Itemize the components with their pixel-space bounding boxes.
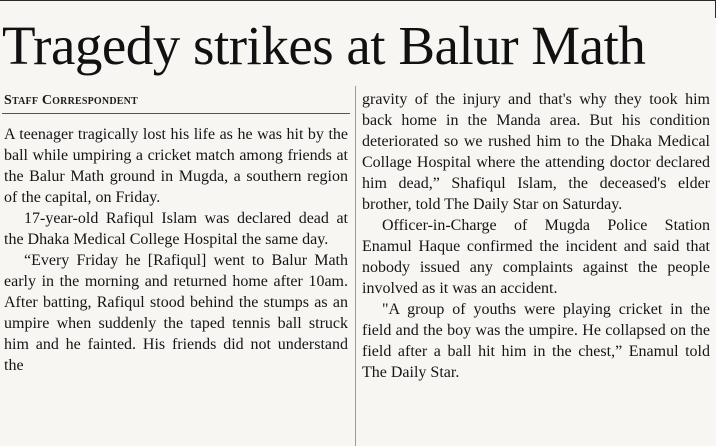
article-column-left: [4, 124, 348, 376]
top-rule: [0, 0, 716, 1]
headline: Tragedy strikes at Balur Math: [2, 15, 646, 76]
paragraph: A teenager tragically lost his life as he was hit by the ball while umpiring a cricket match among friends at the Balur Math ground in Mugda, a southern region of the capital, on Friday.: [4, 126, 348, 206]
column-divider: [355, 86, 356, 446]
paragraph: gravity of the injury and that's why they took him back home in the Manda area. But his condition deteriorated so we rushed him to the Dhaka Medical Collage Hospital where the attending doctor declared him dead,” Shafiqul Islam, the deceased's elder brother, told The Daily Star on Saturday.: [362, 91, 710, 213]
article-column-right: [362, 89, 710, 383]
paragraph: "A group of youths were playing cricket in the field and the boy was the umpire. He collapsed on the field after a ball hit him in the chest,” Enamul told The Daily Star.: [362, 301, 710, 381]
paragraph: Officer-in-Charge of Mugda Police Station Enamul Haque confirmed the incident and said that nobody issued any complaints against the people involved as it was an accident.: [362, 217, 710, 297]
byline: Staff Correspondent: [4, 93, 138, 108]
paragraph: “Every Friday he [Rafiqul] went to Balur Math early in the morning and returned home after 10am. After batting, Rafiqul stood behind the stumps as an umpire when suddenly the taped tennis ball struck him and he fainted. His friends did not understand the: [4, 252, 348, 374]
paragraph: 17-year-old Rafiqul Islam was declared dead at the Dhaka Medical College Hospital the same day.: [4, 210, 348, 248]
byline-rule: [2, 113, 350, 114]
